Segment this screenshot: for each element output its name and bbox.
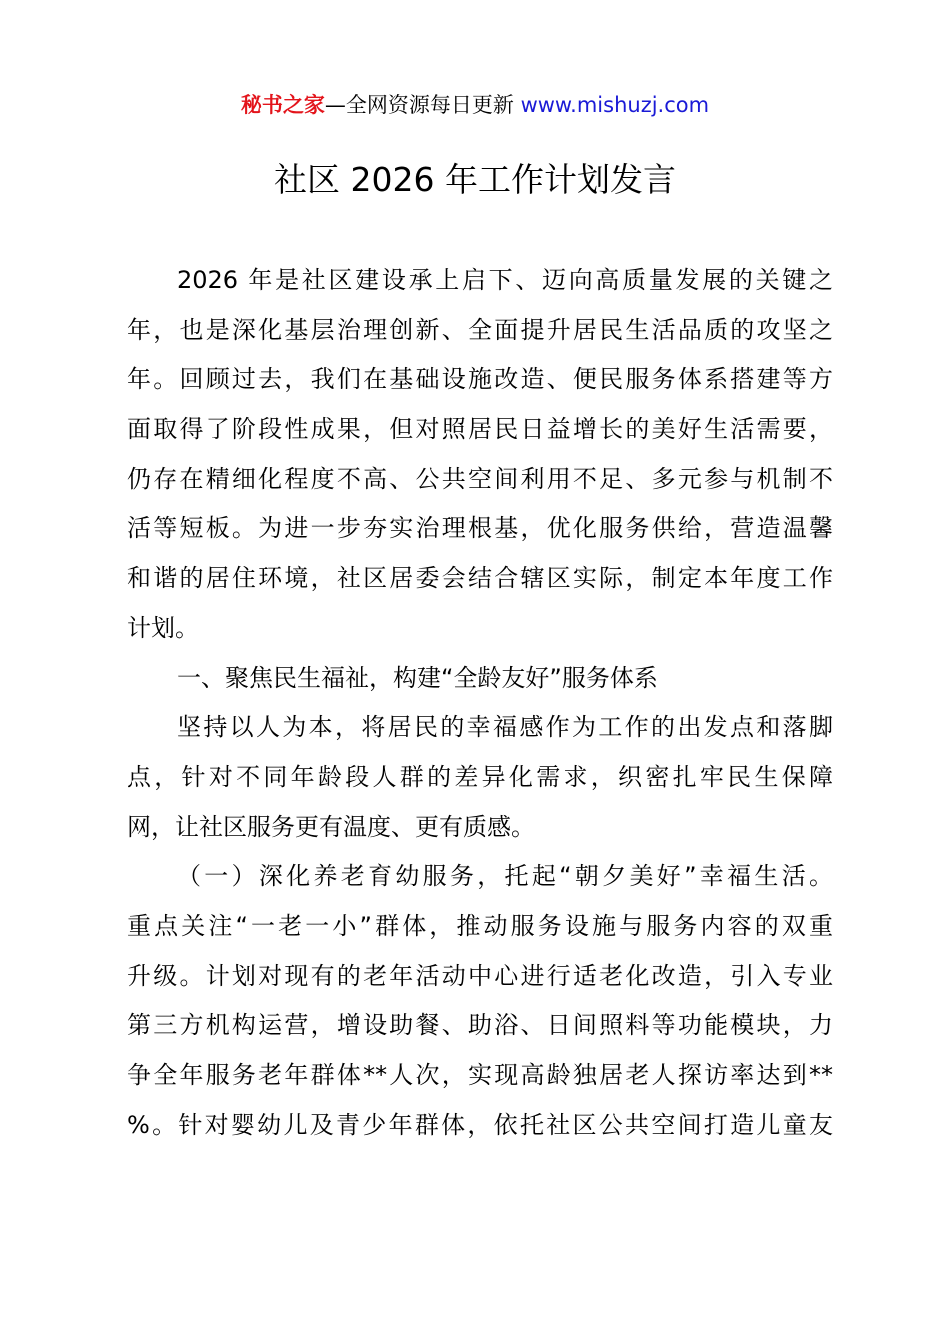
paragraph-line: 坚持以人为本，将居民的幸福感作为工作的出发点和落脚 (177, 713, 833, 742)
subsection-heading: （一）深化养老育幼服务，托起“朝夕美好”幸福生活。 (177, 862, 833, 891)
paragraph-line: 年。回顾过去，我们在基础设施改造、便民服务体系搭建等方 (127, 365, 833, 394)
paragraph-line: 重点关注“一老一小”群体，推动服务设施与服务内容的双重 (127, 911, 833, 940)
paragraph-line: 活等短板。为进一步夯实治理根基，优化服务供给，营造温馨 (127, 514, 833, 543)
paragraph-line: 仍存在精细化程度不高、公共空间利用不足、多元参与机制不 (127, 464, 833, 493)
document-body (127, 256, 833, 1150)
section-heading: 一、聚焦民生福祉，构建“全龄友好”服务体系 (177, 663, 658, 692)
paragraph-line: 和谐的居住环境，社区居委会结合辖区实际，制定本年度工作 (127, 564, 833, 593)
paragraph-line: 争全年服务老年群体**人次，实现高龄独居老人探访率达到** (127, 1061, 833, 1089)
paragraph-line: %。针对婴幼儿及青少年群体，依托社区公共空间打造儿童友 (127, 1110, 833, 1139)
paragraph-line: 点，针对不同年龄段人群的差异化需求，织密扎牢民生保障 (127, 762, 833, 791)
paragraph-line: 第三方机构运营，增设助餐、助浴、日间照料等功能模块，力 (127, 1011, 833, 1040)
paragraph-line: 面取得了阶段性成果，但对照居民日益增长的美好生活需要， (127, 415, 833, 444)
paragraph-line: 2026 年是社区建设承上启下、迈向高质量发展的关键之 (177, 266, 833, 294)
watermark-header (0, 88, 950, 122)
paragraph-line: 年，也是深化基层治理创新、全面提升居民生活品质的攻坚之 (127, 315, 833, 344)
site-link[interactable]: www.mishuzj.com (520, 93, 710, 117)
paragraph-line: 升级。计划对现有的老年活动中心进行适老化改造，引入专业 (127, 961, 833, 990)
document-title: 社区 2026 年工作计划发言 (274, 160, 676, 199)
paragraph-line: 计划。 (127, 613, 199, 642)
header-slogan: —全网资源每日更新 (324, 93, 514, 117)
brand-name: 秘书之家 (240, 93, 325, 117)
paragraph-line: 网，让社区服务更有温度、更有质感。 (127, 812, 535, 841)
